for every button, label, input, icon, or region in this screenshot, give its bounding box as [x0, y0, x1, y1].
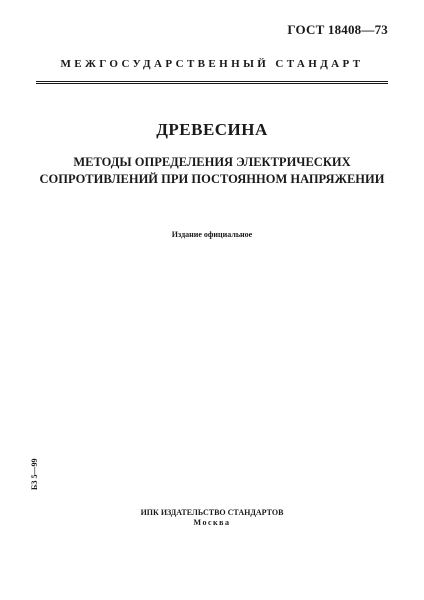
subtitle-line-1: МЕТОДЫ ОПРЕДЕЛЕНИЯ ЭЛЕКТРИЧЕСКИХ: [73, 155, 351, 169]
standard-type-heading: МЕЖГОСУДАРСТВЕННЫЙ СТАНДАРТ: [60, 58, 364, 70]
subtitle-line-2: СОПРОТИВЛЕНИЙ ПРИ ПОСТОЯННОМ НАПРЯЖЕНИИ: [39, 172, 385, 186]
header-divider-top: [36, 81, 388, 82]
header-divider-bottom: [36, 83, 388, 84]
document-subtitle: [0, 154, 424, 188]
publisher-name: ИПК ИЗДАТЕЛЬСТВО СТАНДАРТОВ: [140, 508, 284, 517]
publisher-block: [0, 508, 424, 528]
document-number: ГОСТ 18408—73: [287, 22, 388, 37]
side-catalog-code: БЗ 5—99: [30, 458, 39, 490]
document-title: ДРЕВЕСИНА: [156, 120, 268, 139]
edition-note: Издание официальное: [171, 230, 253, 239]
publisher-city: Москва: [193, 518, 231, 527]
